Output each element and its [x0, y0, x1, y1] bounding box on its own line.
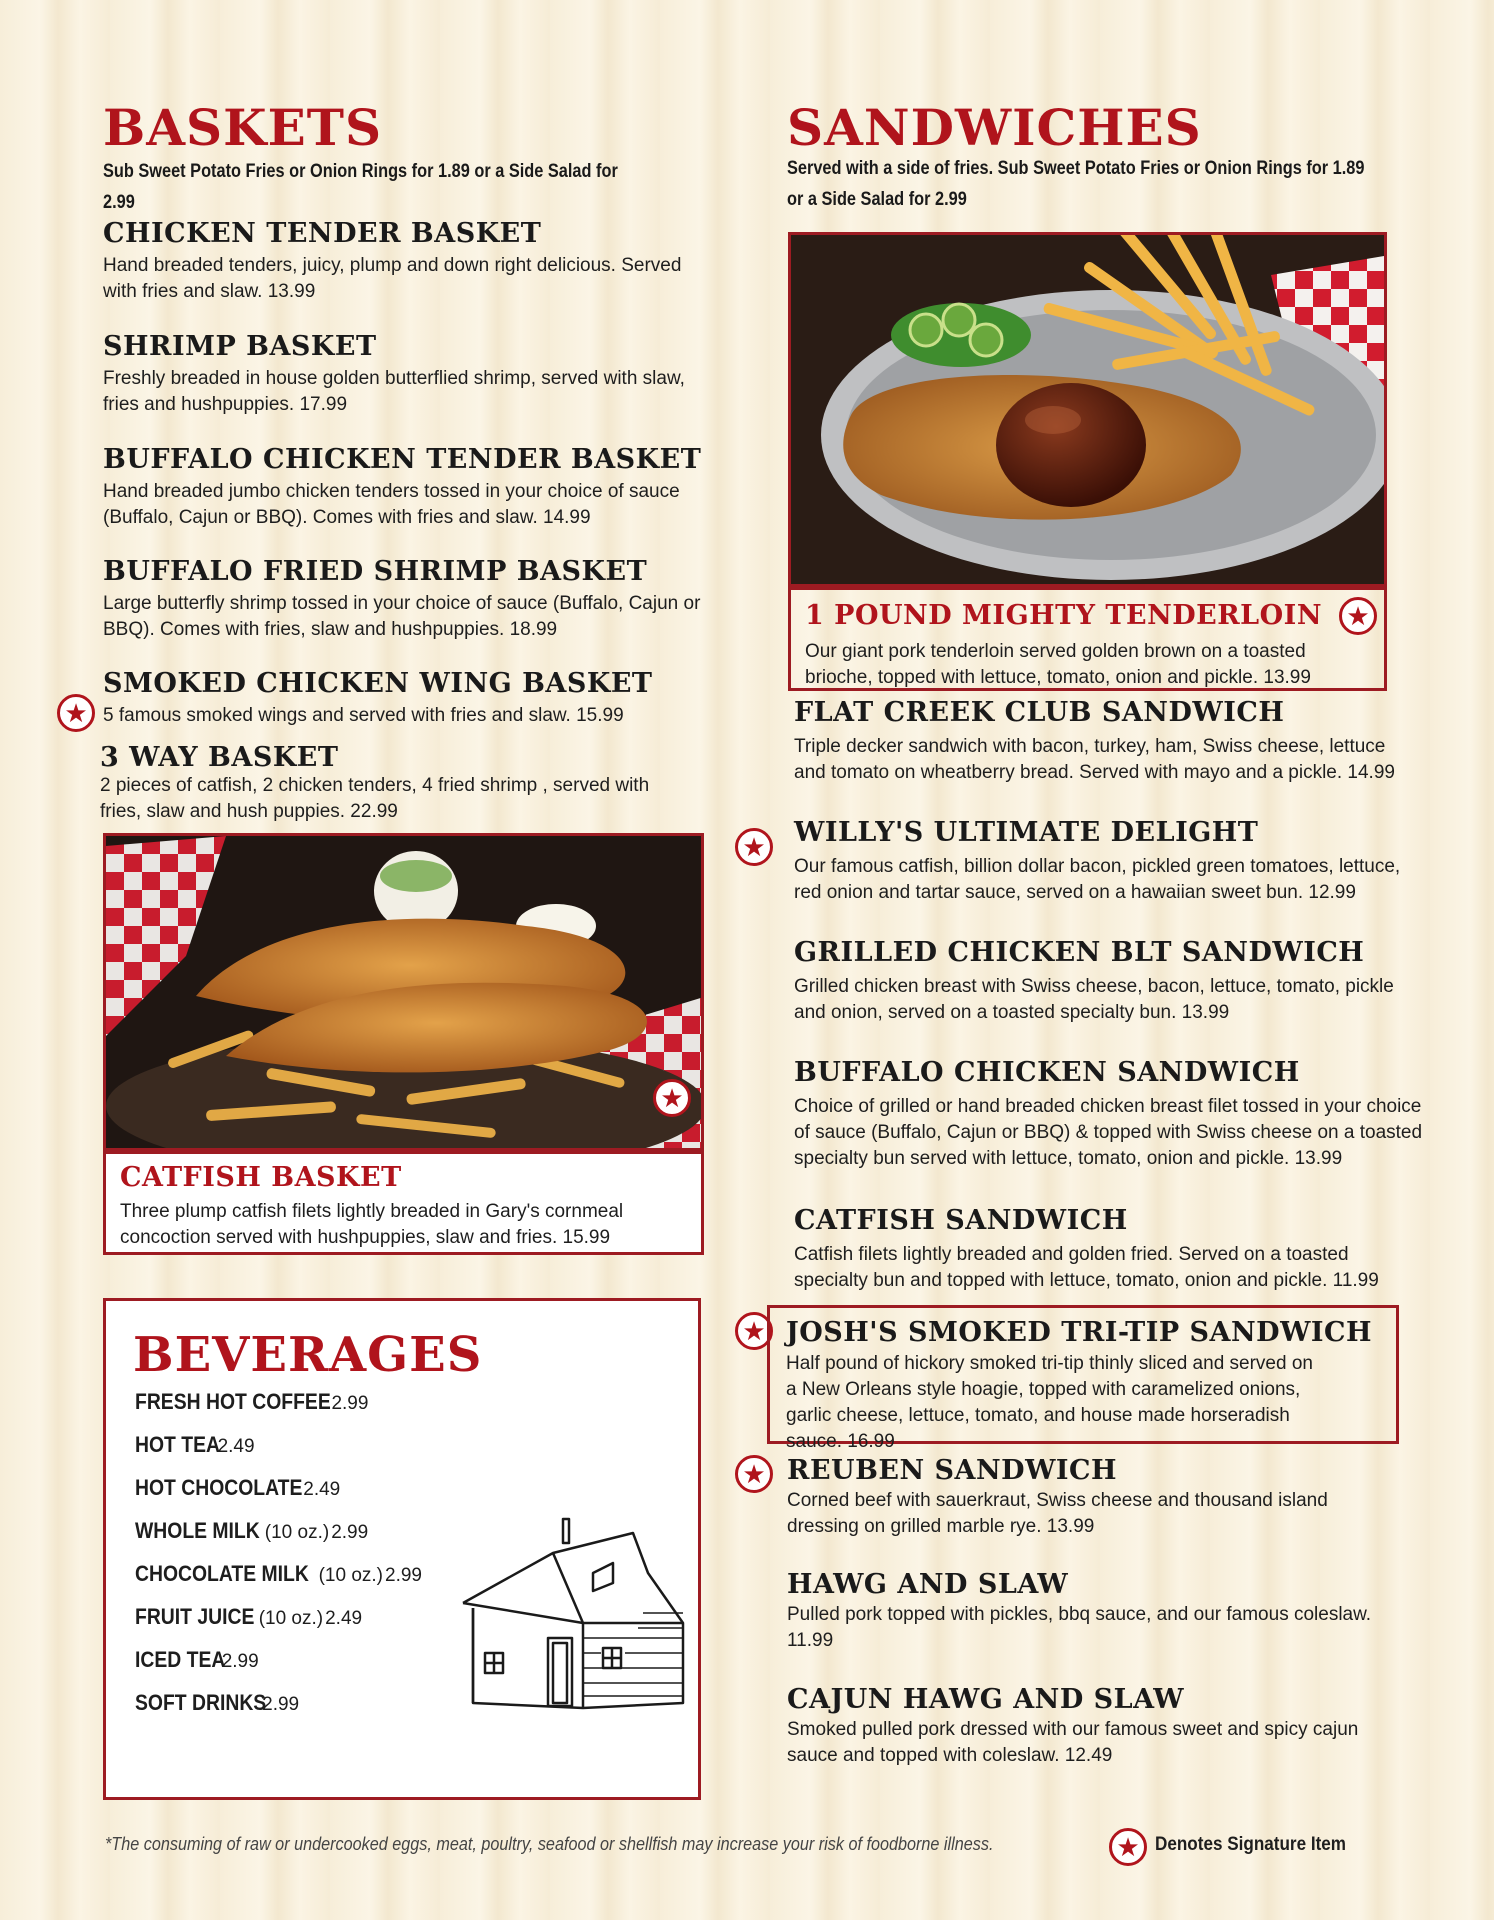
beverage-price: 2.99 [331, 1522, 369, 1543]
beverage-price: 2.49 [303, 1479, 341, 1500]
legend-star-icon: ★ [1109, 1828, 1147, 1866]
signature-star-icon: ★ [57, 694, 95, 732]
item-name: SMOKED CHICKEN WING BASKET [103, 668, 653, 699]
tenderloin-photo [788, 232, 1387, 587]
beverages-title: BEVERAGES [133, 1327, 483, 1383]
item-desc: Smoked pulled pork dressed with our famous sweet and spicy cajun sauce and topped with coleslaw. 12.49 [787, 1719, 1359, 1767]
beverage-name: FRUIT JUICE [135, 1604, 255, 1629]
item-desc: Our famous catfish, billion dollar bacon, pickled green tomatoes, lettuce, red onion and tartar sauce, served on a hawaiian sweet bun. 12.99 [794, 856, 1401, 904]
item-desc: Hand breaded tenders, juicy, plump and down right delicious. Served with fries and slaw. 13.99 [103, 255, 682, 303]
item-name: GRILLED CHICKEN BLT SANDWICH [794, 937, 1365, 968]
menu-item-flat-creek-club [794, 697, 1414, 786]
menu-item-grilled-chicken-blt [794, 937, 1414, 1026]
item-name: HAWG AND SLAW [787, 1569, 1069, 1600]
beverage-price: 2.49 [217, 1436, 255, 1457]
cabin-illustration [453, 1513, 693, 1713]
tenderloin-image [791, 235, 1387, 587]
beverage-price: 2.49 [325, 1608, 363, 1629]
menu-item-smoked-chicken-wing-basket [103, 668, 723, 729]
item-desc: 5 famous smoked wings and served with fries and slaw. 15.99 [103, 705, 624, 727]
sandwiches-subtitle: Served with a side of fries. Sub Sweet Potato Fries or Onion Rings for 1.89 or a Side Salad for 2.99 [787, 158, 1365, 210]
legend-text: Denotes Signature Item [1155, 1834, 1346, 1855]
item-desc: Large butterfly shrimp tossed in your choice of sauce (Buffalo, Cajun or BBQ). Comes with fries, slaw and hushpuppies. 18.99 [103, 593, 701, 641]
signature-star-icon: ★ [735, 828, 773, 866]
beverage-item [135, 1432, 455, 1475]
menu-item-hawg-and-slaw [787, 1569, 1387, 1654]
beverage-item [135, 1561, 455, 1604]
beverage-item [135, 1647, 455, 1690]
item-desc: Triple decker sandwich with bacon, turkey, ham, Swiss cheese, lettuce and tomato on wheatberry bread. Served with mayo and a pickle. 14.99 [794, 736, 1395, 784]
beverage-price: 2.99 [262, 1694, 300, 1715]
beverage-name: HOT CHOCOLATE [135, 1475, 303, 1500]
beverages-panel [103, 1298, 701, 1800]
menu-item-cajun-hawg-and-slaw [787, 1684, 1387, 1769]
item-desc: Three plump catfish filets lightly breaded in Gary's cornmeal concoction served with hushpuppies, slaw and fries. 15.99 [120, 1201, 624, 1249]
catfish-basket-photo [103, 833, 704, 1151]
item-name: FLAT CREEK CLUB SANDWICH [794, 697, 1285, 728]
beverage-item [135, 1690, 455, 1733]
beverage-note: (10 oz.) [318, 1565, 383, 1586]
signature-star-icon: ★ [735, 1312, 773, 1350]
menu-item-catfish-sandwich [794, 1205, 1414, 1294]
beverage-name: SOFT DRINKS [135, 1690, 267, 1715]
baskets-subtitle: Sub Sweet Potato Fries or Onion Rings for 1.89 or a Side Salad for 2.99 [103, 161, 618, 213]
item-name: SHRIMP BASKET [103, 331, 377, 362]
beverage-price: 2.99 [385, 1565, 422, 1586]
beverage-item [135, 1604, 455, 1647]
menu-item-buffalo-chicken-tender-basket [103, 444, 713, 531]
signature-star-icon: ★ [1339, 597, 1377, 635]
item-name: CAJUN HAWG AND SLAW [787, 1684, 1185, 1715]
item-name: CATFISH BASKET [120, 1162, 402, 1193]
beverage-name: ICED TEA [135, 1647, 226, 1672]
item-name: CHICKEN TENDER BASKET [103, 218, 542, 249]
beverage-note: (10 oz.) [264, 1522, 330, 1543]
item-name: BUFFALO CHICKEN TENDER BASKET [103, 444, 702, 475]
catfish-basket-image [106, 836, 704, 1151]
beverage-name: WHOLE MILK [135, 1518, 260, 1543]
item-desc: 2 pieces of catfish, 2 chicken tenders, 4 fried shrimp , served with fries, slaw and hush puppies. 22.99 [100, 775, 650, 823]
item-desc: Corned beef with sauerkraut, Swiss cheese and thousand island dressing on grilled marble rye. 13.99 [787, 1490, 1328, 1538]
beverage-note: (10 oz.) [258, 1608, 324, 1629]
item-desc: Catfish filets lightly breaded and golden fried. Served on a toasted specialty bun and topped with lettuce, tomato, onion and pickle. 11.99 [794, 1244, 1379, 1292]
featured-item-catfish-basket [103, 1151, 704, 1255]
item-name: 1 POUND MIGHTY TENDERLOIN [805, 600, 1322, 631]
item-desc: Choice of grilled or hand breaded chicken breast filet tossed in your choice of sauce (Buffalo, Cajun or BBQ) & topped with Swiss cheese on a toasted specialty bun served with lettuce, tomato, onion and pickle. 13.99 [794, 1096, 1423, 1170]
signature-star-icon: ★ [653, 1079, 691, 1117]
featured-item-mighty-tenderloin [788, 587, 1387, 691]
item-desc: Half pound of hickory smoked tri-tip thinly sliced and served on a New Orleans style hoagie, topped with caramelized onions, garlic cheese, lettuce, tomato, and house made horseradish sauce. 16.99 [786, 1353, 1313, 1453]
item-name: WILLY'S ULTIMATE DELIGHT [794, 817, 1259, 848]
item-name: CATFISH SANDWICH [794, 1205, 1128, 1236]
menu-item-reuben-sandwich [787, 1455, 1387, 1540]
item-name: REUBEN SANDWICH [787, 1455, 1118, 1486]
beverage-price: 2.99 [221, 1651, 259, 1672]
beverage-price: 2.99 [331, 1393, 369, 1414]
item-desc: Hand breaded jumbo chicken tenders tossed in your choice of sauce (Buffalo, Cajun or BBQ). Comes with fries and slaw. 14.99 [103, 481, 680, 529]
menu-item-joshs-smoked-tri-tip [767, 1305, 1399, 1453]
signature-star-icon: ★ [735, 1455, 773, 1493]
beverage-name: CHOCOLATE MILK [135, 1561, 309, 1586]
beverage-item [135, 1389, 455, 1432]
menu-item-3-way-basket [100, 742, 660, 825]
item-desc: Grilled chicken breast with Swiss cheese, bacon, lettuce, tomato, pickle and onion, served on a toasted specialty bun. 13.99 [794, 976, 1394, 1024]
menu-item-buffalo-chicken-sandwich [794, 1057, 1424, 1172]
sandwiches-title: SANDWICHES [787, 98, 1202, 157]
beverage-item [135, 1518, 455, 1561]
item-name: BUFFALO CHICKEN SANDWICH [794, 1057, 1300, 1088]
item-name: JOSH'S SMOKED TRI-TIP SANDWICH [786, 1317, 1373, 1348]
item-desc: Pulled pork topped with pickles, bbq sauce, and our famous coleslaw. 11.99 [787, 1604, 1372, 1652]
beverage-item [135, 1475, 455, 1518]
disclaimer-text: *The consuming of raw or undercooked eggs, meat, poultry, seafood or shellfish may increase your risk of foodborne illness. [105, 1834, 994, 1854]
menu-item-chicken-tender-basket [103, 218, 713, 305]
beverages-list [135, 1389, 455, 1733]
menu-item-shrimp-basket [103, 331, 713, 418]
item-desc: Freshly breaded in house golden butterflied shrimp, served with slaw, fries and hushpuppies. 17.99 [103, 368, 685, 416]
item-desc: Our giant pork tenderloin served golden brown on a toasted brioche, topped with lettuce, tomato, onion and pickle. 13.99 [805, 641, 1311, 689]
item-name: 3 WAY BASKET [100, 742, 339, 773]
beverage-name: FRESH HOT COFFEE [135, 1389, 331, 1414]
menu-item-willys-ultimate-delight [794, 817, 1414, 906]
beverage-name: HOT TEA [135, 1432, 220, 1457]
item-name: BUFFALO FRIED SHRIMP BASKET [103, 556, 648, 587]
baskets-title: BASKETS [103, 98, 383, 157]
menu-item-buffalo-fried-shrimp-basket [103, 556, 713, 643]
